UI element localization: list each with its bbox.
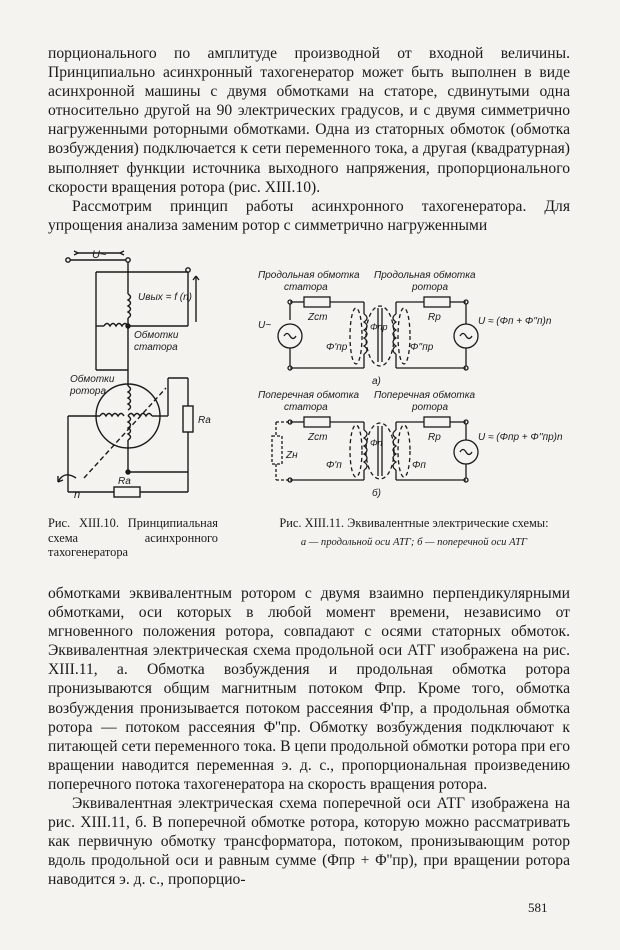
b-formula: U ≈ (Φпр + Φ''пр)n [478, 432, 563, 443]
text-top [48, 44, 570, 235]
rotor-label-2: ротора [70, 386, 107, 397]
paragraph-bottom-2: Эквивалентная электрическая схема поперечной оси АТГ изображена на рис. XIII.11, б. В поперечной обмотке ротора, которую можно рассматривать как первичную обмотку трансформатора, потоком, пронизывающим ротор вдоль продольной оси и равным сумме (Φпр + Φ''пр), при вращении ротора наводится э. д. с., пропорцио- [48, 795, 570, 889]
terminal [126, 258, 130, 262]
b-top-left-1: Поперечная обмотка [258, 390, 360, 401]
resistor-right-label: Ra [198, 415, 211, 426]
paragraph-top-2: Рассмотрим принцип работы асинхронного тахогенератора. Для упрощения анализа заменим ротор с симметрично нагруженными [48, 197, 570, 234]
a-top-left-2: статора [284, 282, 328, 293]
a-zst-label: Zст [308, 312, 328, 323]
speed-label: n [74, 489, 81, 501]
stator-label-2: статора [134, 342, 178, 353]
a-top-left-1: Продольная обмотка [258, 270, 360, 281]
figure-xiii-10 [48, 246, 228, 514]
b-top-right-2: ротора [412, 402, 449, 413]
uout-label: Uвых = f (n) [138, 292, 192, 303]
b-phi1-label: Φ'п [326, 460, 342, 471]
a-phi0-label: Φпр [370, 322, 388, 332]
b-top-left-2: статора [284, 402, 328, 413]
text-bottom [48, 584, 570, 890]
b-zn-label: Zн [286, 450, 298, 461]
b-top-right-1: Поперечная обмотка [374, 390, 476, 401]
a-top-right-1: Продольная обмотка [374, 270, 476, 281]
rotor-label-1: Обмотки [70, 374, 115, 385]
b-phi2-label: Φп [412, 460, 426, 471]
b-zst-label: Zст [308, 432, 328, 443]
b-letter: б) [372, 488, 381, 499]
a-letter: а) [372, 376, 381, 387]
paragraph-top-1: порционального по амплитуде производной от входной величины. Принципиально асинхронный тахогенератор может быть выполнен в виде асинхронной машины с двумя обмотками на статоре, сдвинутыми одна относительно другой на 90 электрических градусов, и с двумя симметрично нагруженными роторными обмотками. Одна из статорных обмоток (обмотка возбуждения) подключается к сети переменного тока, а другая (квадратурная) выполняет функции источника выходного напряжения, пропорционального скорости вращения ротора (рис. XIII.10). [48, 45, 570, 196]
b-rp-label: Rр [428, 432, 441, 443]
u-source-label: U~ [92, 249, 107, 261]
terminal [66, 258, 70, 262]
a-phi1-label: Φ'пр [326, 342, 348, 353]
figure-xiii-11 [252, 268, 570, 500]
resistor-bottom-label: Ra [118, 476, 131, 487]
page-number: 581 [528, 900, 548, 915]
a-phi2-label: Φ''пр [410, 342, 434, 353]
a-formula: U ≈ (Φп + Φ''п)n [478, 316, 552, 327]
a-source-label: U~ [258, 320, 272, 331]
a-top-right-2: ротора [412, 282, 449, 293]
caption-figure-11-main: Рис. XIII.11. Эквивалентные электрические схемы: [279, 516, 549, 530]
a-rp-label: Rр [428, 312, 441, 323]
b-phi0-label: Φп [370, 438, 383, 448]
caption-figure-11 [258, 516, 570, 550]
caption-figure-11-sub: а — продольной оси АТГ; б — поперечной оси АТГ [300, 536, 528, 548]
stator-label-1: Обмотки [134, 330, 179, 341]
caption-figure-10: Рис. XIII.10. Принципиальная схема асинхронного тахогенератора [48, 516, 218, 559]
paragraph-bottom-1: обмотками эквивалентным ротором с двумя взаимно перпендикулярными обмотками, оси которых в любой момент времени, независимо от мгновенного положения ротора, совпадают с осями статорных обмоток. Эквивалентная электрическая схема продольной оси АТГ изображена на рис. XIII.11, а. Обмотка возбуждения и продольная обмотка ротора пронизываются общим магнитным потоком Φпр. Кроме того, обмотка возбуждения пронизывается потоком рассеяния Φ'пр, а продольная обмотка ротора — потоком рассеяния Φ''пр. Обмотку возбуждения подключают к питающей сети переменного тока. В цепи продольной обмотки ротора при его вращении наводится переменная э. д. с., пропорциональная произведению поперечного потока тахогенератора на скорость вращения ротора. [48, 585, 570, 793]
